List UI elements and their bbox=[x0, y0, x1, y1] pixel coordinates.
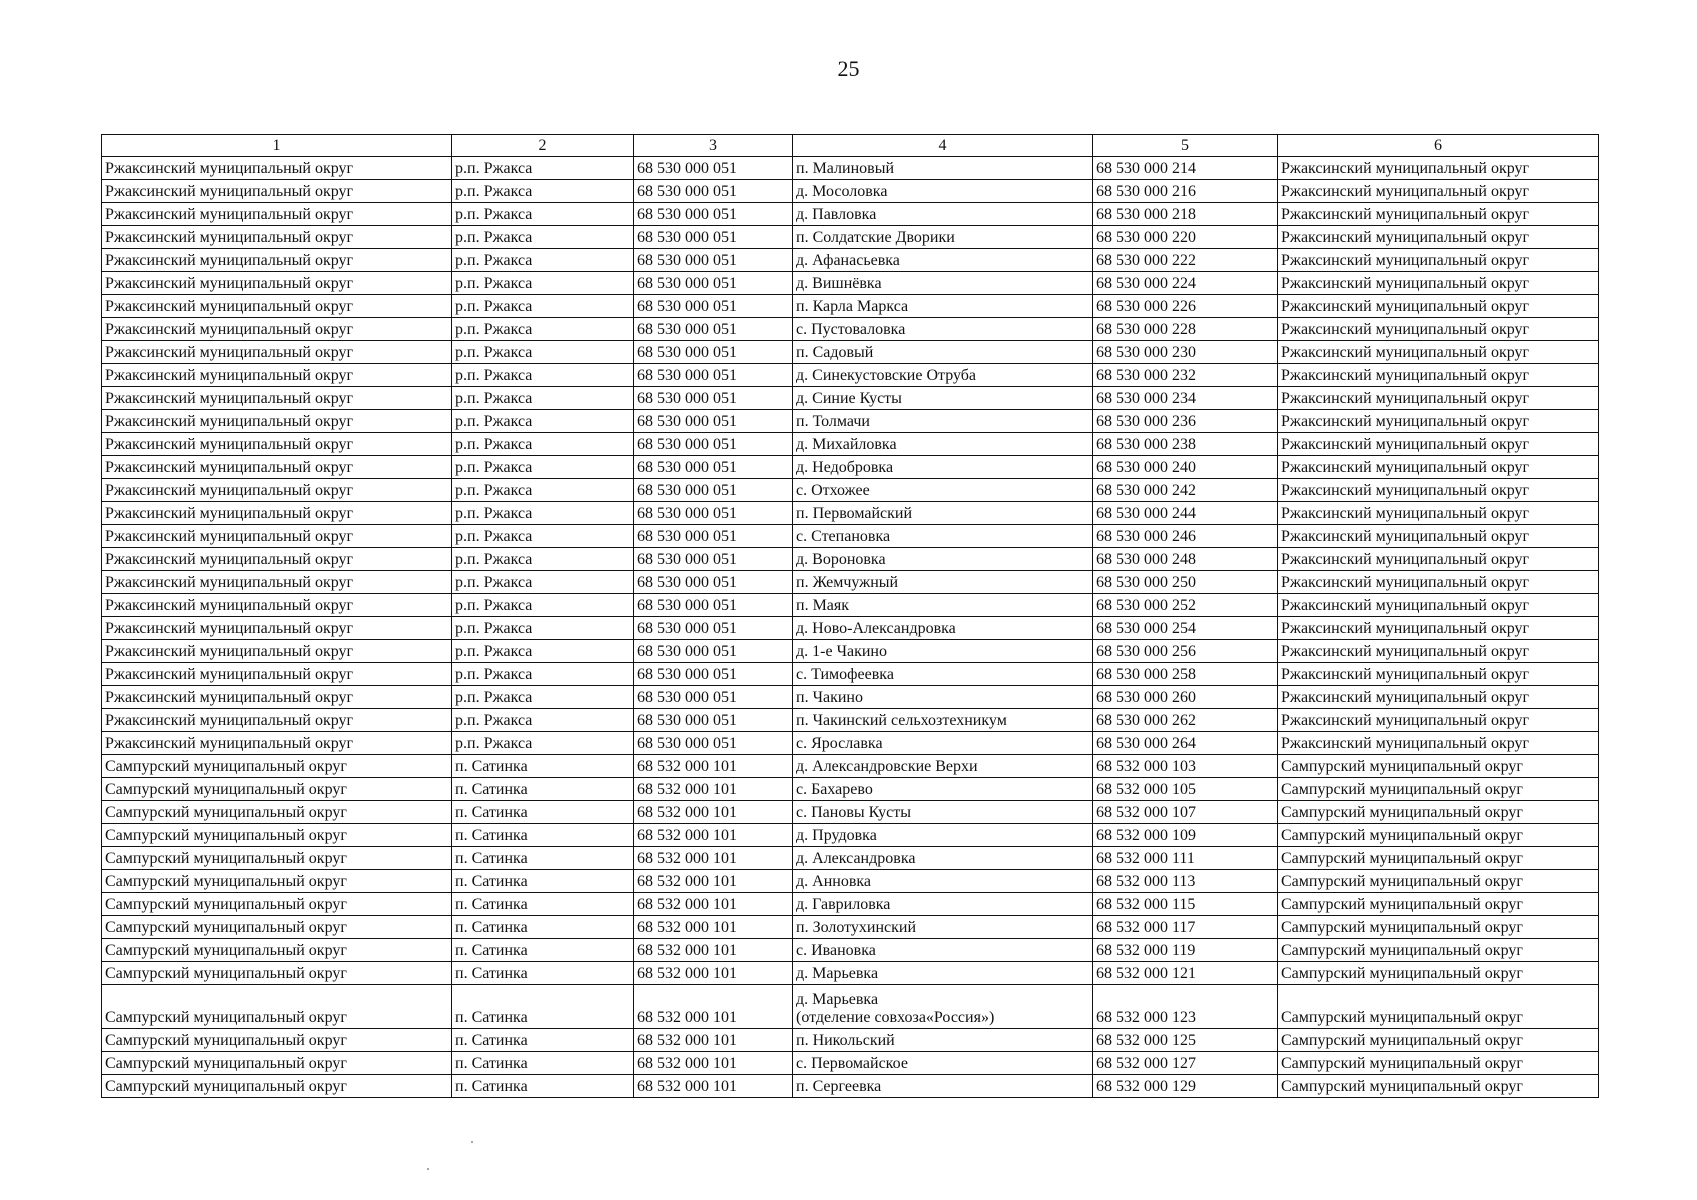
center-cell: п. Сатинка bbox=[452, 985, 634, 1029]
center-code-cell: 68 532 000 101 bbox=[634, 870, 793, 893]
center-cell: п. Сатинка bbox=[452, 939, 634, 962]
center-code-cell: 68 530 000 051 bbox=[634, 226, 793, 249]
center-cell: р.п. Ржакса bbox=[452, 387, 634, 410]
settlement-code-cell: 68 530 000 256 bbox=[1093, 640, 1278, 663]
settlement-cell: п. Карла Маркса bbox=[793, 295, 1093, 318]
center-code-cell: 68 532 000 101 bbox=[634, 778, 793, 801]
settlement-code-cell: 68 530 000 226 bbox=[1093, 295, 1278, 318]
settlement-code-cell: 68 530 000 228 bbox=[1093, 318, 1278, 341]
municipality-cell: Ржаксинский муниципальный округ bbox=[1278, 341, 1599, 364]
settlement-cell: д. Синекустовские Отруба bbox=[793, 364, 1093, 387]
table-row bbox=[102, 594, 1599, 617]
settlement-cell: п. Сергеевка bbox=[793, 1075, 1093, 1098]
center-cell: р.п. Ржакса bbox=[452, 410, 634, 433]
settlement-cell: с. Тимофеевка bbox=[793, 663, 1093, 686]
center-code-cell: 68 530 000 051 bbox=[634, 295, 793, 318]
table-row bbox=[102, 525, 1599, 548]
settlement-code-cell: 68 530 000 222 bbox=[1093, 249, 1278, 272]
settlement-code-cell: 68 530 000 244 bbox=[1093, 502, 1278, 525]
settlement-cell: д. Павловка bbox=[793, 203, 1093, 226]
center-code-cell: 68 530 000 051 bbox=[634, 249, 793, 272]
municipality-cell: Ржаксинский муниципальный округ bbox=[1278, 502, 1599, 525]
center-cell: р.п. Ржакса bbox=[452, 686, 634, 709]
center-cell: р.п. Ржакса bbox=[452, 663, 634, 686]
settlement-code-cell: 68 530 000 224 bbox=[1093, 272, 1278, 295]
settlement-code-cell: 68 530 000 262 bbox=[1093, 709, 1278, 732]
table-row bbox=[102, 203, 1599, 226]
center-cell: р.п. Ржакса bbox=[452, 640, 634, 663]
center-cell: п. Сатинка bbox=[452, 1052, 634, 1075]
center-cell: р.п. Ржакса bbox=[452, 272, 634, 295]
district-cell: Сампурский муниципальный округ bbox=[102, 962, 452, 985]
settlement-cell: д. Марьевка (отделение совхоза«Россия») bbox=[793, 985, 1093, 1029]
district-cell: Ржаксинский муниципальный округ bbox=[102, 732, 452, 755]
table-row bbox=[102, 387, 1599, 410]
center-cell: п. Сатинка bbox=[452, 847, 634, 870]
settlement-cell: с. Пустоваловка bbox=[793, 318, 1093, 341]
table-row bbox=[102, 893, 1599, 916]
municipality-cell: Ржаксинский муниципальный округ bbox=[1278, 410, 1599, 433]
settlement-code-cell: 68 532 000 121 bbox=[1093, 962, 1278, 985]
district-cell: Сампурский муниципальный округ bbox=[102, 801, 452, 824]
table-row bbox=[102, 686, 1599, 709]
district-cell: Сампурский муниципальный округ bbox=[102, 778, 452, 801]
table-header-row bbox=[102, 135, 1599, 157]
district-cell: Ржаксинский муниципальный округ bbox=[102, 272, 452, 295]
settlement-cell: д. Синие Кусты bbox=[793, 387, 1093, 410]
settlement-cell: с. Первомайское bbox=[793, 1052, 1093, 1075]
table-row bbox=[102, 157, 1599, 180]
center-cell: р.п. Ржакса bbox=[452, 502, 634, 525]
municipality-cell: Ржаксинский муниципальный округ bbox=[1278, 640, 1599, 663]
district-cell: Ржаксинский муниципальный округ bbox=[102, 548, 452, 571]
center-cell: п. Сатинка bbox=[452, 801, 634, 824]
table-row bbox=[102, 456, 1599, 479]
settlement-code-cell: 68 530 000 240 bbox=[1093, 456, 1278, 479]
table-row bbox=[102, 410, 1599, 433]
center-code-cell: 68 532 000 101 bbox=[634, 1075, 793, 1098]
district-cell: Ржаксинский муниципальный округ bbox=[102, 433, 452, 456]
table-row bbox=[102, 180, 1599, 203]
district-cell: Ржаксинский муниципальный округ bbox=[102, 686, 452, 709]
center-code-cell: 68 532 000 101 bbox=[634, 755, 793, 778]
settlement-code-cell: 68 530 000 260 bbox=[1093, 686, 1278, 709]
municipality-cell: Ржаксинский муниципальный округ bbox=[1278, 663, 1599, 686]
center-cell: р.п. Ржакса bbox=[452, 571, 634, 594]
table-row bbox=[102, 433, 1599, 456]
settlement-code-cell: 68 530 000 248 bbox=[1093, 548, 1278, 571]
municipality-cell: Сампурский муниципальный округ bbox=[1278, 847, 1599, 870]
table-row bbox=[102, 709, 1599, 732]
center-cell: р.п. Ржакса bbox=[452, 709, 634, 732]
center-code-cell: 68 530 000 051 bbox=[634, 663, 793, 686]
settlement-cell: п. Толмачи bbox=[793, 410, 1093, 433]
center-code-cell: 68 532 000 101 bbox=[634, 893, 793, 916]
district-cell: Ржаксинский муниципальный округ bbox=[102, 709, 452, 732]
settlement-cell: п. Солдатские Дворики bbox=[793, 226, 1093, 249]
settlement-code-cell: 68 532 000 129 bbox=[1093, 1075, 1278, 1098]
municipality-cell: Ржаксинский муниципальный округ bbox=[1278, 180, 1599, 203]
table-row bbox=[102, 1075, 1599, 1098]
municipality-cell: Ржаксинский муниципальный округ bbox=[1278, 548, 1599, 571]
center-cell: р.п. Ржакса bbox=[452, 203, 634, 226]
center-cell: р.п. Ржакса bbox=[452, 617, 634, 640]
district-cell: Ржаксинский муниципальный округ bbox=[102, 180, 452, 203]
center-code-cell: 68 530 000 051 bbox=[634, 709, 793, 732]
settlement-code-cell: 68 530 000 234 bbox=[1093, 387, 1278, 410]
settlement-cell: д. Гавриловка bbox=[793, 893, 1093, 916]
district-cell: Ржаксинский муниципальный округ bbox=[102, 617, 452, 640]
district-cell: Ржаксинский муниципальный округ bbox=[102, 571, 452, 594]
settlement-code-cell: 68 530 000 216 bbox=[1093, 180, 1278, 203]
center-code-cell: 68 530 000 051 bbox=[634, 387, 793, 410]
settlement-cell: п. Золотухинский bbox=[793, 916, 1093, 939]
center-code-cell: 68 530 000 051 bbox=[634, 617, 793, 640]
settlement-code-cell: 68 530 000 242 bbox=[1093, 479, 1278, 502]
district-cell: Ржаксинский муниципальный округ bbox=[102, 502, 452, 525]
table-row bbox=[102, 640, 1599, 663]
center-code-cell: 68 532 000 101 bbox=[634, 1029, 793, 1052]
center-code-cell: 68 530 000 051 bbox=[634, 341, 793, 364]
settlement-code-cell: 68 530 000 258 bbox=[1093, 663, 1278, 686]
settlement-code-cell: 68 530 000 264 bbox=[1093, 732, 1278, 755]
center-cell: р.п. Ржакса bbox=[452, 433, 634, 456]
center-code-cell: 68 530 000 051 bbox=[634, 640, 793, 663]
table-row bbox=[102, 755, 1599, 778]
center-code-cell: 68 530 000 051 bbox=[634, 571, 793, 594]
column-header: 4 bbox=[793, 135, 1093, 157]
table-row bbox=[102, 916, 1599, 939]
center-cell: п. Сатинка bbox=[452, 1029, 634, 1052]
center-cell: п. Сатинка bbox=[452, 755, 634, 778]
district-cell: Сампурский муниципальный округ bbox=[102, 870, 452, 893]
settlement-code-cell: 68 530 000 246 bbox=[1093, 525, 1278, 548]
center-cell: р.п. Ржакса bbox=[452, 341, 634, 364]
municipality-cell: Ржаксинский муниципальный округ bbox=[1278, 226, 1599, 249]
center-code-cell: 68 530 000 051 bbox=[634, 525, 793, 548]
center-cell: р.п. Ржакса bbox=[452, 525, 634, 548]
municipality-cell: Сампурский муниципальный округ bbox=[1278, 870, 1599, 893]
municipality-cell: Ржаксинский муниципальный округ bbox=[1278, 203, 1599, 226]
settlement-code-cell: 68 532 000 111 bbox=[1093, 847, 1278, 870]
municipality-cell: Сампурский муниципальный округ bbox=[1278, 939, 1599, 962]
municipality-cell: Ржаксинский муниципальный округ bbox=[1278, 295, 1599, 318]
table-row bbox=[102, 272, 1599, 295]
settlement-cell: д. Афанасьевка bbox=[793, 249, 1093, 272]
table-body bbox=[102, 157, 1599, 1098]
table-row bbox=[102, 778, 1599, 801]
settlement-cell: п. Чакинский сельхозтехникум bbox=[793, 709, 1093, 732]
district-cell: Сампурский муниципальный округ bbox=[102, 824, 452, 847]
center-code-cell: 68 530 000 051 bbox=[634, 479, 793, 502]
settlement-cell: п. Садовый bbox=[793, 341, 1093, 364]
center-code-cell: 68 530 000 051 bbox=[634, 456, 793, 479]
center-code-cell: 68 532 000 101 bbox=[634, 1052, 793, 1075]
settlement-cell: д. Михайловка bbox=[793, 433, 1093, 456]
center-cell: п. Сатинка bbox=[452, 962, 634, 985]
district-cell: Ржаксинский муниципальный округ bbox=[102, 410, 452, 433]
center-code-cell: 68 532 000 101 bbox=[634, 962, 793, 985]
settlement-code-cell: 68 530 000 250 bbox=[1093, 571, 1278, 594]
settlements-table bbox=[101, 134, 1599, 1098]
district-cell: Сампурский муниципальный округ bbox=[102, 985, 452, 1029]
center-cell: п. Сатинка bbox=[452, 916, 634, 939]
settlement-code-cell: 68 530 000 252 bbox=[1093, 594, 1278, 617]
municipality-cell: Ржаксинский муниципальный округ bbox=[1278, 456, 1599, 479]
center-cell: п. Сатинка bbox=[452, 778, 634, 801]
table-row bbox=[102, 318, 1599, 341]
settlement-cell: с. Отхожее bbox=[793, 479, 1093, 502]
district-cell: Ржаксинский муниципальный округ bbox=[102, 525, 452, 548]
center-code-cell: 68 532 000 101 bbox=[634, 939, 793, 962]
municipality-cell: Ржаксинский муниципальный округ bbox=[1278, 249, 1599, 272]
center-code-cell: 68 532 000 101 bbox=[634, 916, 793, 939]
municipality-cell: Сампурский муниципальный округ bbox=[1278, 1052, 1599, 1075]
center-code-cell: 68 530 000 051 bbox=[634, 433, 793, 456]
district-cell: Ржаксинский муниципальный округ bbox=[102, 318, 452, 341]
district-cell: Ржаксинский муниципальный округ bbox=[102, 341, 452, 364]
center-cell: р.п. Ржакса bbox=[452, 456, 634, 479]
municipality-cell: Сампурский муниципальный округ bbox=[1278, 1029, 1599, 1052]
district-cell: Сампурский муниципальный округ bbox=[102, 916, 452, 939]
center-cell: р.п. Ржакса bbox=[452, 226, 634, 249]
settlement-cell: д. 1-е Чакино bbox=[793, 640, 1093, 663]
table-row bbox=[102, 847, 1599, 870]
center-cell: р.п. Ржакса bbox=[452, 594, 634, 617]
center-code-cell: 68 530 000 051 bbox=[634, 318, 793, 341]
settlement-cell: п. Никольский bbox=[793, 1029, 1093, 1052]
settlement-cell: д. Александровка bbox=[793, 847, 1093, 870]
table-row bbox=[102, 364, 1599, 387]
settlement-cell: д. Вороновка bbox=[793, 548, 1093, 571]
center-code-cell: 68 530 000 051 bbox=[634, 157, 793, 180]
settlement-code-cell: 68 532 000 123 bbox=[1093, 985, 1278, 1029]
municipality-cell: Ржаксинский муниципальный округ bbox=[1278, 732, 1599, 755]
table-row bbox=[102, 870, 1599, 893]
center-code-cell: 68 530 000 051 bbox=[634, 180, 793, 203]
table-row bbox=[102, 341, 1599, 364]
settlement-cell: п. Чакино bbox=[793, 686, 1093, 709]
municipality-cell: Ржаксинский муниципальный округ bbox=[1278, 525, 1599, 548]
settlement-code-cell: 68 532 000 103 bbox=[1093, 755, 1278, 778]
municipality-cell: Ржаксинский муниципальный округ bbox=[1278, 479, 1599, 502]
center-cell: р.п. Ржакса bbox=[452, 249, 634, 272]
center-code-cell: 68 530 000 051 bbox=[634, 272, 793, 295]
municipality-cell: Ржаксинский муниципальный округ bbox=[1278, 617, 1599, 640]
column-header: 2 bbox=[452, 135, 634, 157]
municipality-cell: Сампурский муниципальный округ bbox=[1278, 893, 1599, 916]
table-row bbox=[102, 295, 1599, 318]
center-code-cell: 68 530 000 051 bbox=[634, 364, 793, 387]
table-row bbox=[102, 663, 1599, 686]
settlement-cell: с. Ярославка bbox=[793, 732, 1093, 755]
settlement-cell: с. Пановы Кусты bbox=[793, 801, 1093, 824]
center-code-cell: 68 530 000 051 bbox=[634, 548, 793, 571]
district-cell: Ржаксинский муниципальный округ bbox=[102, 364, 452, 387]
table-row bbox=[102, 732, 1599, 755]
municipality-cell: Сампурский муниципальный округ bbox=[1278, 985, 1599, 1029]
municipality-cell: Ржаксинский муниципальный округ bbox=[1278, 686, 1599, 709]
settlement-cell: д. Александровские Верхи bbox=[793, 755, 1093, 778]
settlement-cell: с. Степановка bbox=[793, 525, 1093, 548]
settlement-cell: п. Первомайский bbox=[793, 502, 1093, 525]
settlement-code-cell: 68 530 000 214 bbox=[1093, 157, 1278, 180]
municipality-cell: Сампурский муниципальный округ bbox=[1278, 778, 1599, 801]
column-header: 5 bbox=[1093, 135, 1278, 157]
district-cell: Ржаксинский муниципальный округ bbox=[102, 226, 452, 249]
table-row bbox=[102, 1029, 1599, 1052]
municipality-cell: Ржаксинский муниципальный округ bbox=[1278, 318, 1599, 341]
center-code-cell: 68 532 000 101 bbox=[634, 985, 793, 1029]
settlement-code-cell: 68 532 000 117 bbox=[1093, 916, 1278, 939]
municipality-cell: Ржаксинский муниципальный округ bbox=[1278, 387, 1599, 410]
settlement-code-cell: 68 532 000 119 bbox=[1093, 939, 1278, 962]
scan-speck bbox=[471, 1141, 473, 1143]
table-row bbox=[102, 985, 1599, 1029]
table-row bbox=[102, 502, 1599, 525]
municipality-cell: Ржаксинский муниципальный округ bbox=[1278, 709, 1599, 732]
settlement-cell: п. Малиновый bbox=[793, 157, 1093, 180]
table-row bbox=[102, 939, 1599, 962]
settlement-cell: д. Ново-Александровка bbox=[793, 617, 1093, 640]
district-cell: Ржаксинский муниципальный округ bbox=[102, 157, 452, 180]
center-cell: р.п. Ржакса bbox=[452, 318, 634, 341]
municipality-cell: Сампурский муниципальный округ bbox=[1278, 755, 1599, 778]
municipality-cell: Сампурский муниципальный округ bbox=[1278, 1075, 1599, 1098]
settlement-code-cell: 68 530 000 220 bbox=[1093, 226, 1278, 249]
table-row bbox=[102, 824, 1599, 847]
table-row bbox=[102, 226, 1599, 249]
center-code-cell: 68 532 000 101 bbox=[634, 847, 793, 870]
district-cell: Сампурский муниципальный округ bbox=[102, 1029, 452, 1052]
center-cell: р.п. Ржакса bbox=[452, 364, 634, 387]
district-cell: Ржаксинский муниципальный округ bbox=[102, 203, 452, 226]
district-cell: Ржаксинский муниципальный округ bbox=[102, 479, 452, 502]
settlement-cell: п. Жемчужный bbox=[793, 571, 1093, 594]
settlement-code-cell: 68 530 000 232 bbox=[1093, 364, 1278, 387]
scan-speck bbox=[427, 1168, 429, 1170]
center-code-cell: 68 532 000 101 bbox=[634, 801, 793, 824]
district-cell: Сампурский муниципальный округ bbox=[102, 847, 452, 870]
settlement-cell: п. Маяк bbox=[793, 594, 1093, 617]
center-cell: р.п. Ржакса bbox=[452, 295, 634, 318]
district-cell: Сампурский муниципальный округ bbox=[102, 755, 452, 778]
center-cell: п. Сатинка bbox=[452, 824, 634, 847]
settlement-code-cell: 68 530 000 230 bbox=[1093, 341, 1278, 364]
center-cell: р.п. Ржакса bbox=[452, 732, 634, 755]
settlement-cell: д. Недобровка bbox=[793, 456, 1093, 479]
municipality-cell: Сампурский муниципальный округ bbox=[1278, 962, 1599, 985]
column-header: 6 bbox=[1278, 135, 1599, 157]
settlement-code-cell: 68 532 000 115 bbox=[1093, 893, 1278, 916]
column-header: 3 bbox=[634, 135, 793, 157]
table-row bbox=[102, 801, 1599, 824]
table-row bbox=[102, 479, 1599, 502]
table-row bbox=[102, 617, 1599, 640]
table-row bbox=[102, 962, 1599, 985]
settlement-cell: с. Ивановка bbox=[793, 939, 1093, 962]
settlement-code-cell: 68 532 000 107 bbox=[1093, 801, 1278, 824]
district-cell: Сампурский муниципальный округ bbox=[102, 939, 452, 962]
settlement-cell: д. Прудовка bbox=[793, 824, 1093, 847]
settlement-code-cell: 68 532 000 105 bbox=[1093, 778, 1278, 801]
center-cell: р.п. Ржакса bbox=[452, 548, 634, 571]
settlement-cell: д. Анновка bbox=[793, 870, 1093, 893]
settlement-cell: с. Бахарево bbox=[793, 778, 1093, 801]
district-cell: Ржаксинский муниципальный округ bbox=[102, 456, 452, 479]
center-cell: р.п. Ржакса bbox=[452, 157, 634, 180]
center-code-cell: 68 532 000 101 bbox=[634, 824, 793, 847]
district-cell: Ржаксинский муниципальный округ bbox=[102, 295, 452, 318]
column-header: 1 bbox=[102, 135, 452, 157]
municipality-cell: Ржаксинский муниципальный округ bbox=[1278, 272, 1599, 295]
center-code-cell: 68 530 000 051 bbox=[634, 686, 793, 709]
center-code-cell: 68 530 000 051 bbox=[634, 203, 793, 226]
center-code-cell: 68 530 000 051 bbox=[634, 410, 793, 433]
district-cell: Сампурский муниципальный округ bbox=[102, 1052, 452, 1075]
settlement-code-cell: 68 532 000 113 bbox=[1093, 870, 1278, 893]
municipality-cell: Ржаксинский муниципальный округ bbox=[1278, 594, 1599, 617]
municipality-cell: Сампурский муниципальный округ bbox=[1278, 824, 1599, 847]
settlement-code-cell: 68 530 000 236 bbox=[1093, 410, 1278, 433]
page-number: 25 bbox=[837, 56, 860, 81]
center-code-cell: 68 530 000 051 bbox=[634, 732, 793, 755]
center-cell: р.п. Ржакса bbox=[452, 180, 634, 203]
settlement-cell: д. Вишнёвка bbox=[793, 272, 1093, 295]
municipality-cell: Ржаксинский муниципальный округ bbox=[1278, 157, 1599, 180]
district-cell: Сампурский муниципальный округ bbox=[102, 893, 452, 916]
table-row bbox=[102, 1052, 1599, 1075]
settlement-code-cell: 68 532 000 125 bbox=[1093, 1029, 1278, 1052]
district-cell: Ржаксинский муниципальный округ bbox=[102, 663, 452, 686]
center-cell: п. Сатинка bbox=[452, 893, 634, 916]
district-cell: Ржаксинский муниципальный округ bbox=[102, 640, 452, 663]
district-cell: Сампурский муниципальный округ bbox=[102, 1075, 452, 1098]
center-cell: п. Сатинка bbox=[452, 870, 634, 893]
settlement-code-cell: 68 530 000 238 bbox=[1093, 433, 1278, 456]
settlement-cell: д. Марьевка bbox=[793, 962, 1093, 985]
table-row bbox=[102, 249, 1599, 272]
table-row bbox=[102, 548, 1599, 571]
settlement-cell: д. Мосоловка bbox=[793, 180, 1093, 203]
municipality-cell: Ржаксинский муниципальный округ bbox=[1278, 571, 1599, 594]
settlement-code-cell: 68 530 000 254 bbox=[1093, 617, 1278, 640]
center-cell: р.п. Ржакса bbox=[452, 479, 634, 502]
center-code-cell: 68 530 000 051 bbox=[634, 502, 793, 525]
settlement-code-cell: 68 530 000 218 bbox=[1093, 203, 1278, 226]
municipality-cell: Ржаксинский муниципальный округ bbox=[1278, 364, 1599, 387]
district-cell: Ржаксинский муниципальный округ bbox=[102, 249, 452, 272]
district-cell: Ржаксинский муниципальный округ bbox=[102, 387, 452, 410]
municipality-cell: Сампурский муниципальный округ bbox=[1278, 916, 1599, 939]
municipality-cell: Сампурский муниципальный округ bbox=[1278, 801, 1599, 824]
settlement-code-cell: 68 532 000 109 bbox=[1093, 824, 1278, 847]
district-cell: Ржаксинский муниципальный округ bbox=[102, 594, 452, 617]
table-row bbox=[102, 571, 1599, 594]
center-code-cell: 68 530 000 051 bbox=[634, 594, 793, 617]
center-cell: п. Сатинка bbox=[452, 1075, 634, 1098]
municipality-cell: Ржаксинский муниципальный округ bbox=[1278, 433, 1599, 456]
settlement-code-cell: 68 532 000 127 bbox=[1093, 1052, 1278, 1075]
